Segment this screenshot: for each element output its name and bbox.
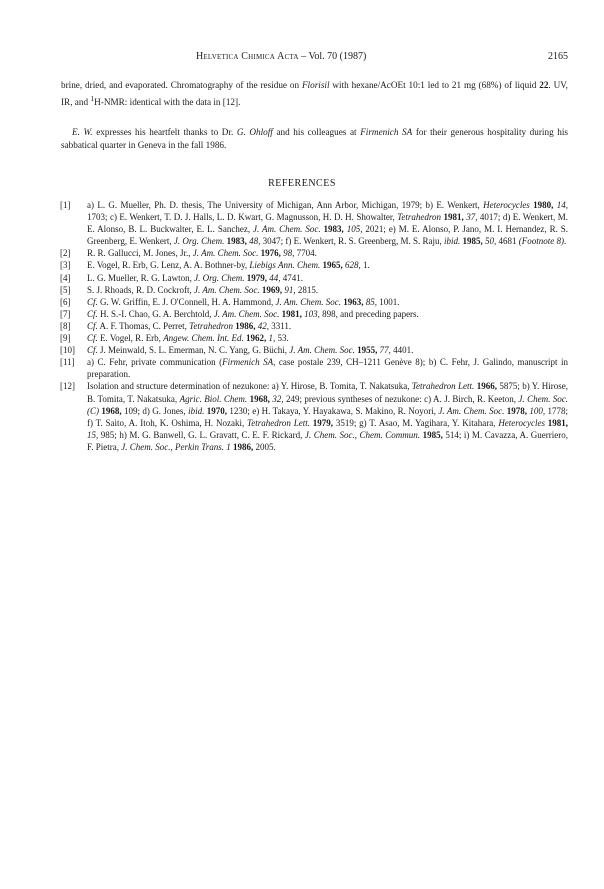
reference-text: L. G. Mueller, R. G. Lawton, J. Org. Chem. 1979, 44, 4741.: [87, 272, 304, 283]
reference-number: [1]: [60, 200, 71, 210]
reference-item: [60, 199, 568, 247]
reference-text: S. J. Rhoads, R. D. Cockroft, J. Am. Chem. Soc. 1969, 91, 2815.: [87, 284, 319, 295]
reference-text: a) L. G. Mueller, Ph. D. thesis, The University of Michigan, Ann Arbor, Michigan, 1979; b) E. Wenkert, Heterocycles 1980, 14, 1703; c) E. Wenkert, T. D. J. Halls, L. D. Kwart, G. Magnusson, H. D. H. Showalter, Tetrahedron 1981, 37, 4017; d) E. Wenkert, M. E. Alonso, B. L. Buckwalter, E. L. Sanchez, J. Am. Chem. Soc. 1983, 105, 2021; e) M. E. Alonso, P. Jano, M. I. Hernandez, R. S. Greenberg, E. Wenkert, J. Org. Chem. 1983, 48, 3047; f) E. Wenkert, R. S. Greenberg, M. S. Raju, ibid. 1985, 50, 4681 (Footnote 8).: [87, 200, 569, 247]
reference-item: [60, 284, 568, 296]
reference-item: [60, 296, 568, 308]
reference-number: [10]: [60, 345, 75, 356]
reference-number: [9]: [60, 333, 71, 344]
reference-text: a) C. Fehr, private communication (Firmenich SA, case postale 239, CH–1211 Genève 8); b) C. Fehr, J. Galindo, manuscript in preparation.: [87, 357, 568, 380]
reference-text: Cf. E. Vogel, R. Erb, Angew. Chem. Int. Ed. 1962, 1, 53.: [87, 333, 289, 344]
references-heading: REFERENCES: [268, 178, 336, 189]
reference-item: [60, 344, 568, 356]
reference-text: Cf. H. S.-I. Chao, G. A. Berchtold, J. Am. Chem. Soc. 1981, 103, 898, and preceding papers.: [87, 308, 419, 319]
reference-item: [60, 320, 568, 332]
reference-number: [3]: [60, 260, 71, 271]
reference-number: [7]: [60, 308, 71, 319]
reference-number: [5]: [60, 284, 71, 295]
reference-item: [60, 259, 568, 271]
reference-text: E. Vogel, R. Erb, G. Lenz, A. A. Bothner-by, Liebigs Ann. Chem. 1965, 628, 1.: [87, 260, 370, 271]
reference-item: [60, 308, 568, 320]
reference-item: [60, 332, 568, 344]
journal-name: Helvetica Chimica Acta: [196, 51, 299, 62]
reference-text: Cf. J. Meinwald, S. L. Emerman, N. C. Yang, G. Büchi, J. Am. Chem. Soc. 1955, 77, 4401.: [87, 345, 414, 356]
experimental-paragraph: brine, dried, and evaporated. Chromatography of the residue on Florisil with hexane/AcOEt 10:1 led to 21 mg (68%) of liquid 22. UV, IR, and $^1$H-NMR: identical with the data in [12].: [61, 80, 568, 108]
page-number: 2165: [548, 51, 568, 62]
references-list: [60, 199, 568, 453]
reference-number: [8]: [60, 320, 71, 331]
journal-volume: – Vol. 70 (1987): [298, 51, 367, 62]
reference-text: Cf. G. W. Griffin, E. J. O'Connell, H. A. Hammond, J. Am. Chem. Soc. 1963, 85, 1001.: [87, 296, 400, 307]
reference-item: [60, 247, 568, 259]
reference-item: [60, 272, 568, 284]
reference-number: [4]: [60, 272, 71, 283]
reference-number: [6]: [60, 296, 71, 307]
running-header: [196, 51, 568, 63]
reference-text: R. R. Gallucci, M. Jones, Jr., J. Am. Chem. Soc. 1976, 98, 7704.: [87, 248, 317, 259]
reference-number: [12]: [60, 381, 75, 392]
reference-text: Isolation and structure determination of nezukone: a) Y. Hirose, B. Tomita, T. Nakatsuka, Tetrahedron Lett. 1966, 5875; b) Y. Hirose, B. Tomita, T. Nakatsuka, Agric. Biol. Chem. 1968, 32, 249; previous syntheses of nezukone: c) A. J. Birch, R. Keeton, J. Chem. Soc. (C) 1968, 109; d) G. Jones, ibid. 1970, 1230; e) H. Takaya, Y. Hayakawa, S. Makino, R. Noyori, J. Am. Chem. Soc. 1978, 100, 1778; f) T. Saito, A. Itoh, K. Oshima, H. Nozaki, Tetrahedron Lett. 1979, 3519; g) T. Asao, M. Yagihara, Y. Kitahara, Heterocycles 1981, 15, 985; h) M. G. Banwell, G. L. Gravatt, C. E. F. Rickard, J. Chem. Soc., Chem. Commun. 1985, 514; i) M. Cavazza, A. Guerriero, F. Pietra, J. Chem. Soc., Perkin Trans. 1 1986, 2005.: [87, 381, 569, 452]
reference-item: [60, 380, 568, 453]
acknowledgement-paragraph: E. W. expresses his heartfelt thanks to Dr. G. Ohloff and his colleagues at Firmenich SA for their generous hospitality during his sabbatical quarter in Geneva in the fall 1986.: [61, 127, 568, 151]
reference-number: [2]: [60, 248, 71, 259]
reference-item: [60, 356, 568, 380]
reference-text: Cf. A. F. Thomas, C. Perret, Tetrahedron 1986, 42, 3311.: [87, 320, 292, 331]
reference-number: [11]: [60, 357, 75, 368]
